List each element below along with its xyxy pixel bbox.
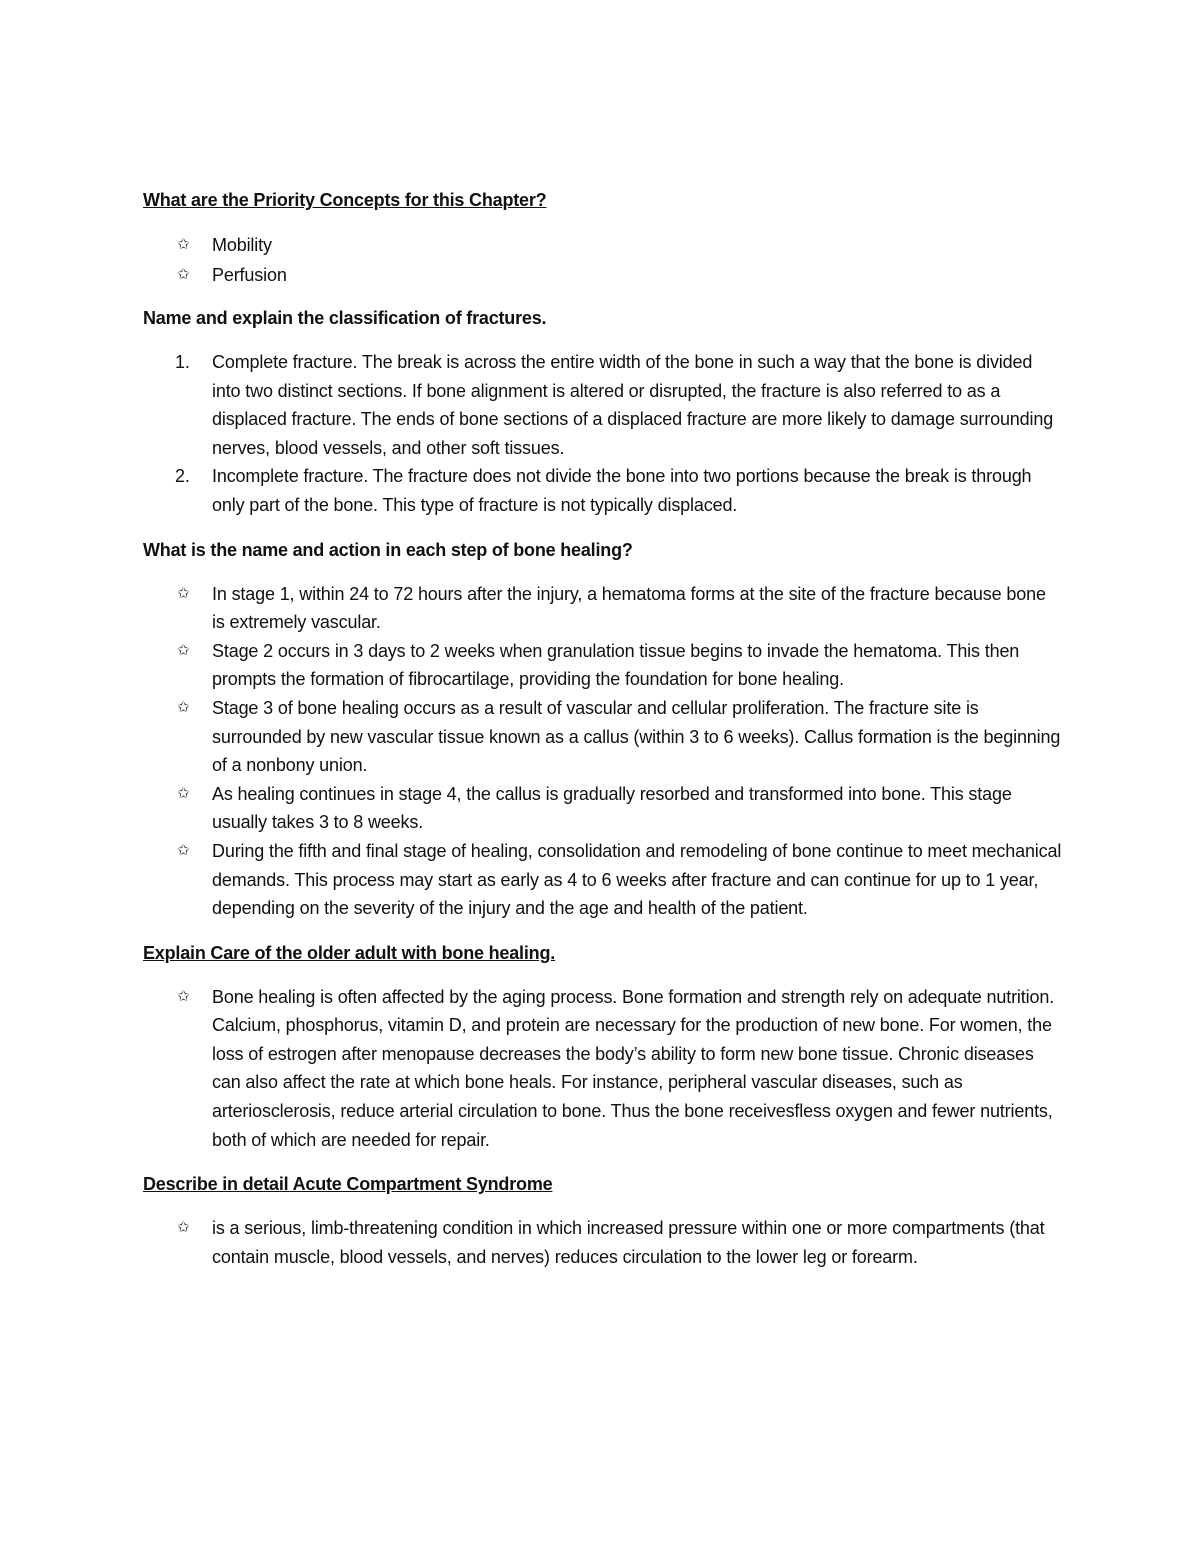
list-item-text: Perfusion [212,265,287,285]
list-item-text: In stage 1, within 24 to 72 hours after the injury, a hematoma forms at the site of the fracture because bone is extremely vascular. [212,583,1046,633]
list-item-text: Mobility [212,235,272,255]
list-item-text: As healing continues in stage 4, the callus is gradually resorbed and transformed into bone. This stage usually takes 3 to 8 weeks. [212,783,1012,833]
bullet-list [143,230,1063,290]
list-item-text: Complete fracture. The break is across the entire width of the bone in such a way that the bone is divided into two distinct sections. If bone alignment is altered or disrupted, the fracture is also referred to as a displaced fracture. The ends of bone sections of a displaced fracture are more likely to damage surrounding nerves, blood vessels, and other soft tissues. [212,352,1054,458]
section-heading: Name and explain the classification of fractures. [143,308,547,328]
list-item [143,230,1063,260]
star-outline-icon: ✩ [177,841,190,859]
star-outline-icon: ✩ [177,266,190,283]
list-number: 1. [175,352,190,372]
list-item-text: Bone healing is often affected by the aging process. Bone formation and strength rely on adequate nutrition. Calcium, phosphorus, vitamin D, and protein are necessary for the production of new bone. For women, the loss of estrogen after menopause decreases the body’s ability to form new bone tissue. Chronic diseases can also affect the rate at which bone heals. For instance, peripheral vascular diseases, such as arteriosclerosis, reduce arterial circulation to bone. Thus the bone receivesfless oxygen and fewer nutrients, both of which are needed for repair. [212,986,1055,1150]
star-outline-icon: ✩ [177,698,190,716]
list-item-text: Stage 2 occurs in 3 days to 2 weeks when granulation tissue begins to invade the hematoma. This then prompts the formation of fibrocartilage, providing the foundation for bone healing. [212,640,1020,690]
list-item [143,983,1063,1155]
star-outline-icon: ✩ [177,584,190,602]
list-item [143,780,1063,837]
star-outline-icon: ✩ [177,641,190,659]
list-item [143,694,1063,780]
section-heading: Describe in detail Acute Compartment Syndrome [143,1174,553,1195]
star-outline-icon: ✩ [177,236,190,253]
list-item [143,260,1063,290]
section-heading: Explain Care of the older adult with bone healing. [143,942,556,963]
list-item [143,637,1063,694]
list-number: 2. [175,466,190,487]
list-item [143,580,1063,637]
list-item-text: Stage 3 of bone healing occurs as a result of vascular and cellular proliferation. The fracture site is surrounded by new vascular tissue known as a callus (within 3 to 6 weeks). Callus formation is the beginning of a nonbony union. [212,697,1061,776]
list-item [143,1214,1063,1271]
document-page [143,186,1063,1271]
star-outline-icon: ✩ [177,1219,190,1237]
list-item-text: Incomplete fracture. The fracture does not divide the bone into two portions because the break is through only part of the bone. This type of fracture is not typically displaced. [212,466,1032,515]
list-item [143,348,1063,462]
numbered-list [143,348,1063,520]
list-item [143,462,1063,519]
star-outline-icon: ✩ [177,987,190,1005]
list-item [143,837,1063,923]
bullet-list [143,580,1063,923]
bullet-list [143,983,1063,1155]
list-item-text: During the fifth and final stage of healing, consolidation and remodeling of bone continue to meet mechanical demands. This process may start as early as 4 to 6 weeks after fracture and can continue for up to 1 year, depending on the severity of the injury and the age and health of the patient. [212,840,1062,919]
section-heading: What are the Priority Concepts for this Chapter? [143,190,547,210]
section-heading: What is the name and action in each step of bone healing? [143,539,633,560]
bullet-list [143,1214,1063,1271]
list-item-text: is a serious, limb-threatening condition in which increased pressure within one or more compartments (that contain muscle, blood vessels, and nerves) reduces circulation to the lower leg or forearm. [212,1218,1045,1267]
star-outline-icon: ✩ [177,784,190,802]
